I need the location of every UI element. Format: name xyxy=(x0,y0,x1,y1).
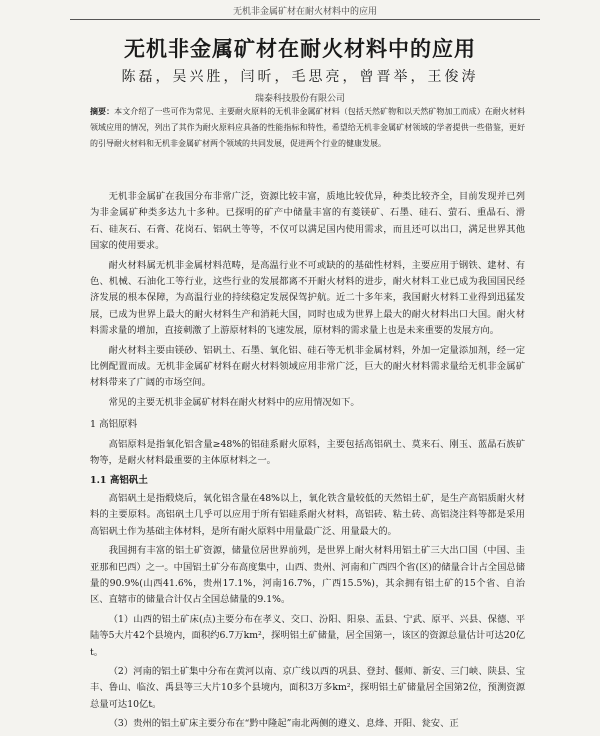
abstract xyxy=(90,103,525,152)
body-text xyxy=(90,189,525,736)
affiliation: 瑞泰科技股份有限公司 xyxy=(254,94,345,104)
paragraph: 耐火材料属无机非金属材料范畴，是高温行业不可或缺的的基础性材料，主要应用于钢铁、建材、有色、机械、石油化工等行业，这些行业的发展都离不开耐火材料的进步，耐火材料工业已成为我国国民经济发展的根本保障，为高温行业的持续稳定发展保驾护航。近二十多年来，我国耐火材料工业得到迅猛发展，已成为世界上最大的耐火材料生产和消耗大国，同时也成为世界上最大的耐火材料出口大国。耐火材料需求量的增加，直接刺激了上游原材料的飞速发展，原材料的需求量上也是未来重要的发展方向。 xyxy=(90,259,525,337)
abstract-text: 本文介绍了一些可作为常见、主要耐火原料的无机非金属矿材料（包括天然矿物和以天然矿物加工而成）在耐火材料领域应用的情况，列出了其作为耐火原料应具备的性能指标和特性，希望给无机非金属矿材领域的学者提供一些借鉴，更好的引导耐火材料和无机非金属矿材两个领域的共同发展，促进两个行业的健康发展。 xyxy=(90,107,525,148)
list-item: （3）贵州的铝土矿床主要分布在“黔中隆起”南北两侧的遵义、息烽、开阳、瓮安、正 xyxy=(108,718,459,730)
paragraph: 耐火材料主要由镁砂、铝矾土、石墨、氧化铝、硅石等无机非金属材料，外加一定量添加剂，经一定比例配置而成。无机非金属矿材料在耐火材料领域应用非常广泛，巨大的耐火材料需求量给无机非金属矿材料带来了广阔的市场空间。 xyxy=(90,344,525,389)
list-item: （1）山西的铝土矿床(点)主要分布在孝义、交口、汾阳、阳泉、盂县、宁武、原平、兴县、保德、平陆等5大片42个县境内，面积约6.7万km²，探明铝土矿储量，居全国第一，该区的资源总量估计可达20亿t。 xyxy=(90,613,525,658)
abstract-label: 摘要： xyxy=(90,106,115,116)
paragraph: 我国拥有丰富的铝土矿资源，储量位居世界前列，是世界上耐火材料用铝土矿三大出口国（中国、圭亚那和巴西）之一。中国铝土矿分布高度集中，山西、贵州、河南和广西四个省(区)的储量合计占全国总储量的90.9%(山西41.6%，贵州17.1%，河南16.7%，广西15.5%)，其余拥有铝土矿的15个省、自治区、直辖市的储量合计仅占全国总储量的9.1%。 xyxy=(90,545,525,606)
paragraph: 常见的主要无机非金属矿材料在耐火材料中的应用情况如下。 xyxy=(108,396,360,408)
author-list: 陈磊，吴兴胜，闫昕，毛思亮，曾晋举，王俊涛 xyxy=(121,69,479,85)
page-title: 无机非金属矿材在耐火材料中的应用 xyxy=(124,37,476,61)
section-heading: 1 高铝原料 xyxy=(90,419,138,431)
running-header: 无机非金属矿材在耐火材料中的应用 xyxy=(70,4,540,20)
subsection-heading: 1.1 高铝矾土 xyxy=(90,474,148,486)
list-item: （2）河南的铝土矿集中分布在黄河以南、京广线以西的巩县、登封、偃师、新安、三门峡、陕县、宝丰、鲁山、临汝、禹县等三大片10多个县境内，面积3万多km²，探明铝土矿储量居全国第2位，预测资源总量可达10亿t。 xyxy=(90,665,525,710)
paragraph: 高铝原料是指氧化铝含量≥48%的铝硅系耐火原料，主要包括高铝矾土、莫来石、刚玉、蓝晶石族矿物等，是耐火材料最重要的主体原材料之一。 xyxy=(90,438,525,467)
paragraph: 无机非金属矿在我国分布非常广泛，资源比较丰富，质地比较优异，种类比较齐全，目前发现并已列为非金属矿种类多达九十多种。已探明的矿产中储量丰富的有菱镁矿、石墨、硅石、萤石、重晶石、滑石、硅灰石、石膏、花岗石、铝矾土等等，不仅可以满足国内使用需求，而且还可以出口，满足世界其他国家的使用要求。 xyxy=(90,191,525,252)
paragraph: 高铝矾土是指煅烧后，氧化铝含量在48%以上，氧化铁含量较低的天然铝土矿，是生产高铝质耐火材料的主要原料。高铝矾土几乎可以应用于所有铝硅系耐火材料，高铝砖、粘土砖、高铝浇注料等都是采用高铝矾土作为基础主体材料，是所有耐火原料中用量最广泛、用量最大的。 xyxy=(90,492,525,537)
